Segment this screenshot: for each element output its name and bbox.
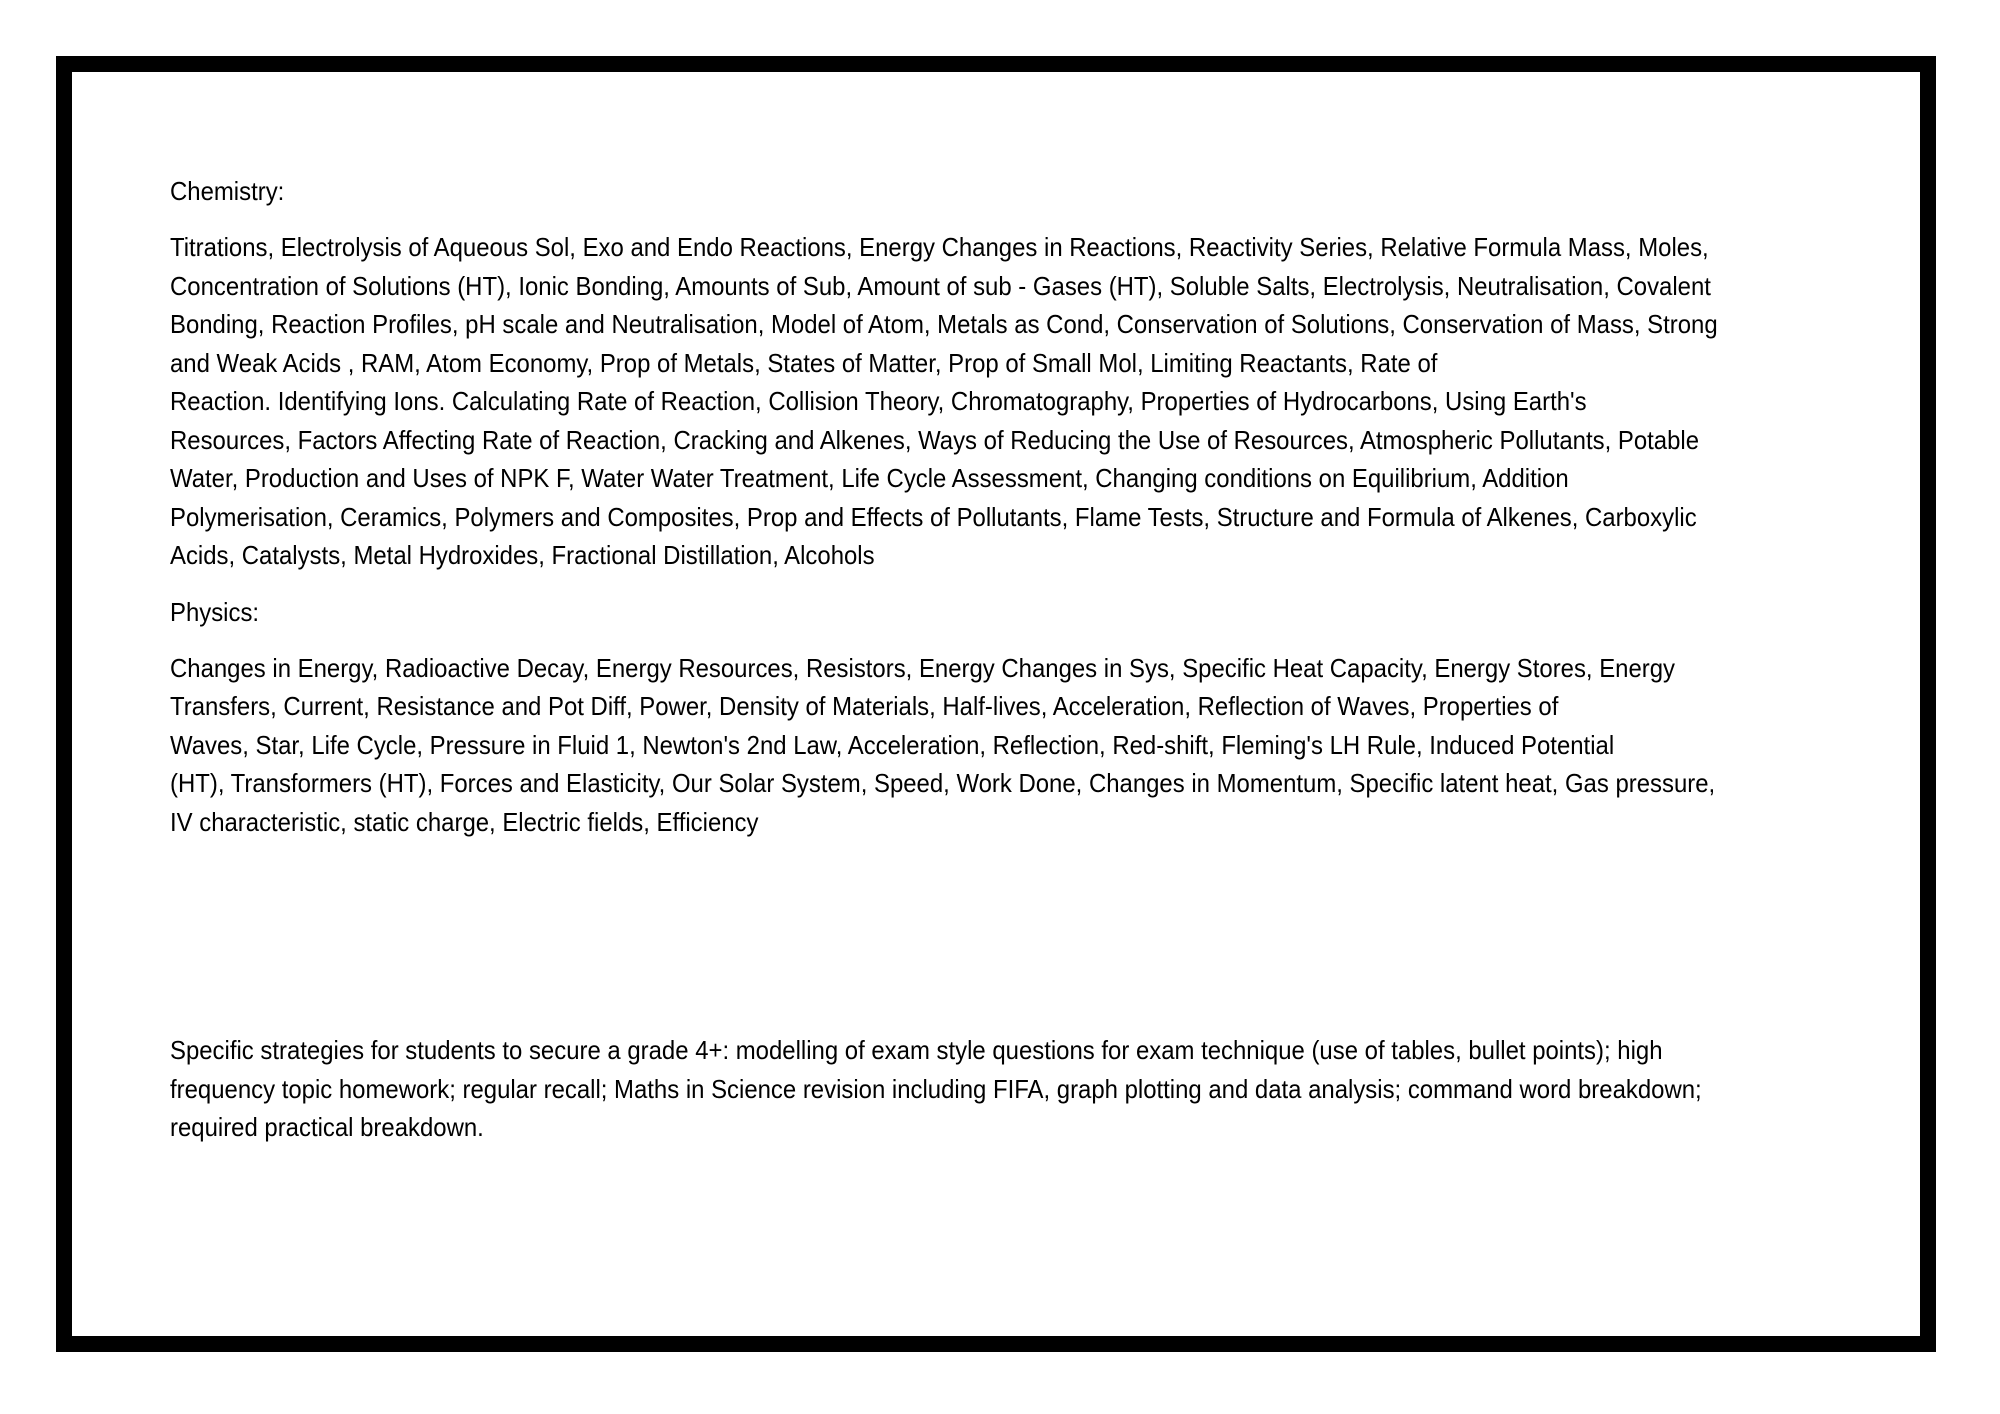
strategies-line: Specific strategies for students to secure a grade 4+: modelling of exam style questions for exam technique (use of tables, bullet points); high xyxy=(170,1035,1663,1065)
blank-space xyxy=(170,859,1830,1031)
strategies-line: required practical breakdown. xyxy=(170,1112,484,1142)
physics-topics-line: IV characteristic, static charge, Electric fields, Efficiency xyxy=(170,806,759,837)
chemistry-topics-line: Polymerisation, Ceramics, Polymers and Composites, Prop and Effects of Pollutants, Flame Tests, Structure and Formula of Alkenes, Carboxylic xyxy=(170,501,1697,532)
chemistry-heading: Chemistry: xyxy=(170,176,285,206)
chemistry-topics-line: Titrations, Electrolysis of Aqueous Sol, Exo and Endo Reactions, Energy Changes in Reactions, Reactivity Series, Relative Formula Mass, Moles, xyxy=(170,232,1709,262)
physics-heading: Physics: xyxy=(170,596,260,627)
chemistry-topics-line: Reaction. Identifying Ions. Calculating Rate of Reaction, Collision Theory, Chromatography, Properties of Hydrocarbons, Using Earth's xyxy=(170,386,1587,416)
chemistry-topics-line: Concentration of Solutions (HT), Ionic Bonding, Amounts of Sub, Amount of sub - Gases (HT), Soluble Salts, Electrolysis, Neutralisation, Covalent xyxy=(170,270,1711,301)
physics-topics xyxy=(170,649,1830,842)
chemistry-topics-line: Water, Production and Uses of NPK F, Water Water Treatment, Life Cycle Assessment, Changing conditions on Equilibrium, Addition xyxy=(170,463,1569,493)
physics-topics-line: Waves, Star, Life Cycle, Pressure in Fluid 1, Newton's 2nd Law, Acceleration, Reflection, Red-shift, Fleming's LH Rule, Induced Potential xyxy=(170,729,1615,760)
physics-topics-line: (HT), Transformers (HT), Forces and Elasticity, Our Solar System, Speed, Work Done, Changes in Momentum, Specific latent heat, Gas pressure, xyxy=(170,768,1716,798)
chemistry-topics-line: and Weak Acids , RAM, Atom Economy, Prop of Metals, States of Matter, Prop of Small Mol, Limiting Reactants, Rate of xyxy=(170,347,1438,378)
strategies-paragraph xyxy=(170,1031,1830,1147)
chemistry-topics-line: Bonding, Reaction Profiles, pH scale and Neutralisation, Model of Atom, Metals as Cond, Conservation of Solutions, Conservation of Mass, Strong xyxy=(170,309,1718,339)
physics-topics-line: Transfers, Current, Resistance and Pot Diff, Power, Density of Materials, Half-lives, Acceleration, Reflection of Waves, Properties of xyxy=(170,691,1559,721)
strategies-line: frequency topic homework; regular recall; Maths in Science revision including FIFA, graph plotting and data analysis; command word breakdown; xyxy=(170,1073,1702,1104)
physics-topics-line: Changes in Energy, Radioactive Decay, Energy Resources, Resistors, Energy Changes in Sys, Specific Heat Capacity, Energy Stores, Energy xyxy=(170,652,1676,683)
chemistry-topics-line: Acids, Catalysts, Metal Hydroxides, Fractional Distillation, Alcohols xyxy=(170,540,875,570)
chemistry-topics-line: Resources, Factors Affecting Rate of Reaction, Cracking and Alkenes, Ways of Reducing the Use of Resources, Atmospheric Pollutants, Potable xyxy=(170,424,1700,455)
document-body xyxy=(170,172,1830,1165)
chemistry-topics xyxy=(170,228,1830,575)
